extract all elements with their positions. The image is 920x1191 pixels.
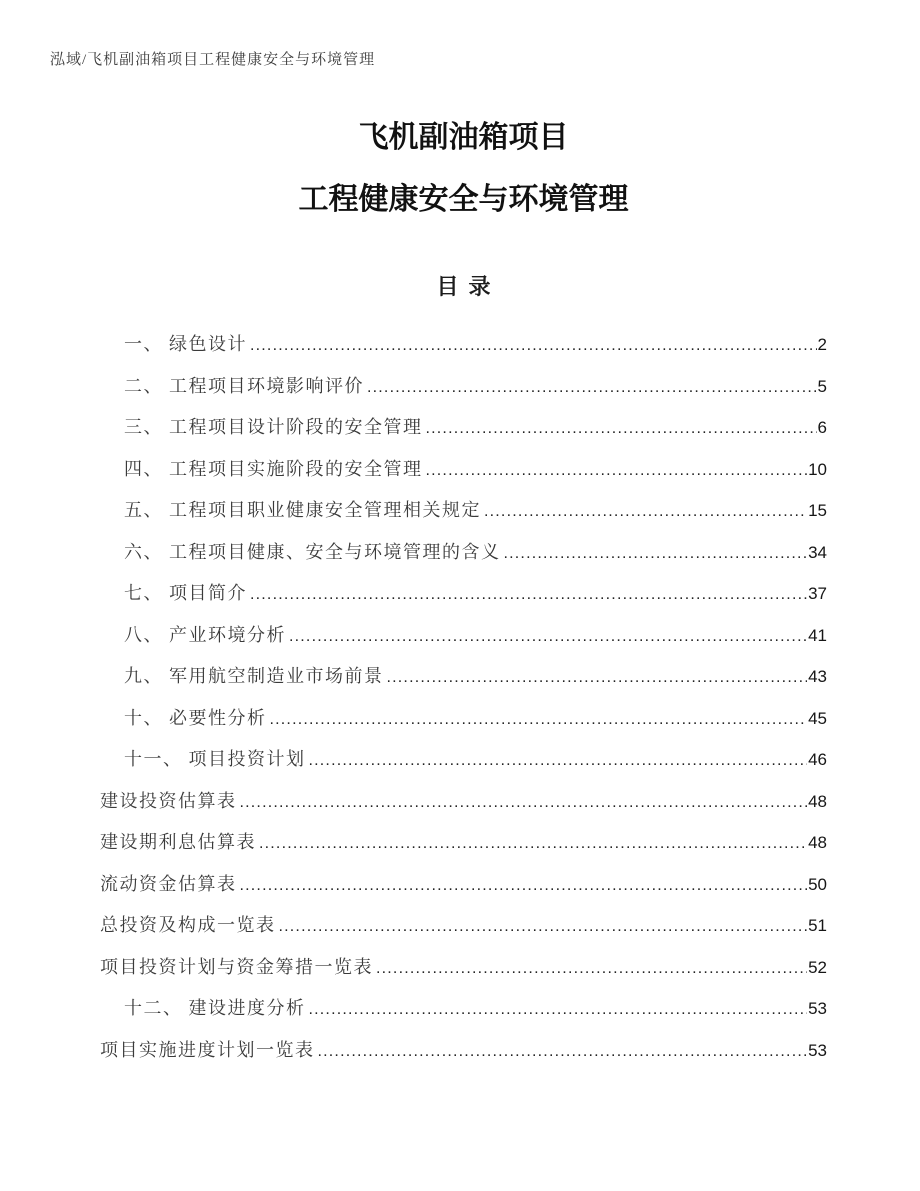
toc-leader-dots	[279, 918, 808, 936]
toc-page-number: 48	[808, 791, 827, 811]
toc-entry[interactable]	[100, 621, 827, 663]
toc-entry[interactable]	[100, 994, 827, 1036]
toc-entry-label: 三、 工程项目设计阶段的安全管理	[124, 417, 423, 437]
toc-entry[interactable]	[100, 662, 827, 704]
toc-entry-label: 五、 工程项目职业健康安全管理相关规定	[124, 500, 481, 520]
toc-leader-dots	[387, 669, 808, 687]
toc-entry-label: 四、 工程项目实施阶段的安全管理	[124, 458, 423, 479]
toc-entry[interactable]	[100, 579, 827, 621]
toc-entry[interactable]	[100, 704, 827, 746]
toc-entry[interactable]	[100, 787, 827, 829]
toc-page-number: 41	[808, 625, 827, 645]
document-title: 飞机副油箱项目	[358, 121, 569, 154]
toc-page-number: 53	[808, 1040, 827, 1060]
document-content	[100, 0, 827, 1077]
toc-page-number: 43	[808, 667, 827, 686]
toc-entry-label: 十一、 项目投资计划	[124, 749, 306, 769]
toc-entry-label: 六、 工程项目健康、安全与环境管理的含义	[124, 541, 501, 562]
toc-entry-label: 总投资及构成一览表	[100, 915, 276, 935]
toc-page-number: 52	[808, 957, 827, 977]
toc-entry-label: 十二、 建设进度分析	[124, 998, 306, 1018]
toc-entry-label: 项目实施进度计划一览表	[100, 1039, 315, 1060]
toc-page-number: 53	[808, 999, 827, 1018]
toc-entry-label: 九、 军用航空制造业市场前景	[124, 666, 384, 686]
toc-leader-dots	[259, 835, 807, 853]
toc-entry-label: 一、 绿色设计	[124, 334, 247, 354]
toc-leader-dots	[367, 379, 817, 397]
toc-leader-dots	[309, 1001, 808, 1019]
toc-page-number: 5	[817, 376, 827, 396]
toc-leader-dots	[484, 503, 807, 521]
toc-page-number: 2	[817, 335, 827, 354]
toc-page-number: 15	[808, 501, 827, 520]
toc-entry-label: 十、 必要性分析	[124, 707, 267, 728]
toc-entry[interactable]	[100, 828, 827, 870]
toc-page-number: 37	[808, 584, 827, 603]
toc-entry[interactable]	[100, 372, 827, 414]
toc-leader-dots	[240, 877, 808, 895]
toc-page-number: 51	[808, 916, 827, 935]
toc-list	[100, 330, 827, 1077]
toc-entry[interactable]	[100, 911, 827, 953]
toc-page-number: 50	[808, 874, 827, 894]
toc-entry[interactable]	[100, 330, 827, 372]
toc-leader-dots	[250, 337, 817, 355]
toc-page-number: 34	[808, 542, 827, 562]
toc-leader-dots	[376, 960, 807, 978]
toc-entry-label: 建设期利息估算表	[100, 832, 256, 852]
toc-entry-label: 项目投资计划与资金筹措一览表	[100, 956, 373, 977]
toc-leader-dots	[426, 420, 817, 438]
toc-leader-dots	[240, 794, 808, 812]
toc-page-number: 45	[808, 708, 827, 728]
toc-page-number: 46	[808, 750, 827, 769]
toc-leader-dots	[309, 752, 808, 770]
toc-page-number: 48	[808, 833, 827, 852]
toc-leader-dots	[504, 545, 808, 563]
toc-leader-dots	[250, 586, 807, 604]
toc-entry[interactable]	[100, 1036, 827, 1078]
toc-entry[interactable]	[100, 538, 827, 580]
toc-leader-dots	[270, 711, 808, 729]
toc-leader-dots	[426, 462, 808, 480]
toc-heading: 目录	[436, 274, 501, 299]
toc-entry[interactable]	[100, 953, 827, 995]
toc-entry-label: 七、 项目简介	[124, 583, 247, 603]
toc-entry[interactable]	[100, 745, 827, 787]
toc-entry-label: 流动资金估算表	[100, 873, 237, 894]
document-subtitle: 工程健康安全与环境管理	[298, 183, 629, 216]
toc-entry[interactable]	[100, 496, 827, 538]
page-header-text: 泓域/飞机副油箱项目工程健康安全与环境管理	[50, 52, 376, 68]
toc-entry[interactable]	[100, 455, 827, 497]
toc-entry[interactable]	[100, 413, 827, 455]
toc-entry[interactable]	[100, 870, 827, 912]
toc-entry-label: 八、 产业环境分析	[124, 624, 286, 645]
toc-page-number: 10	[808, 459, 827, 479]
toc-page-number: 6	[817, 418, 827, 437]
toc-entry-label: 建设投资估算表	[100, 790, 237, 811]
toc-leader-dots	[318, 1043, 808, 1061]
toc-leader-dots	[289, 628, 807, 646]
toc-entry-label: 二、 工程项目环境影响评价	[124, 375, 364, 396]
